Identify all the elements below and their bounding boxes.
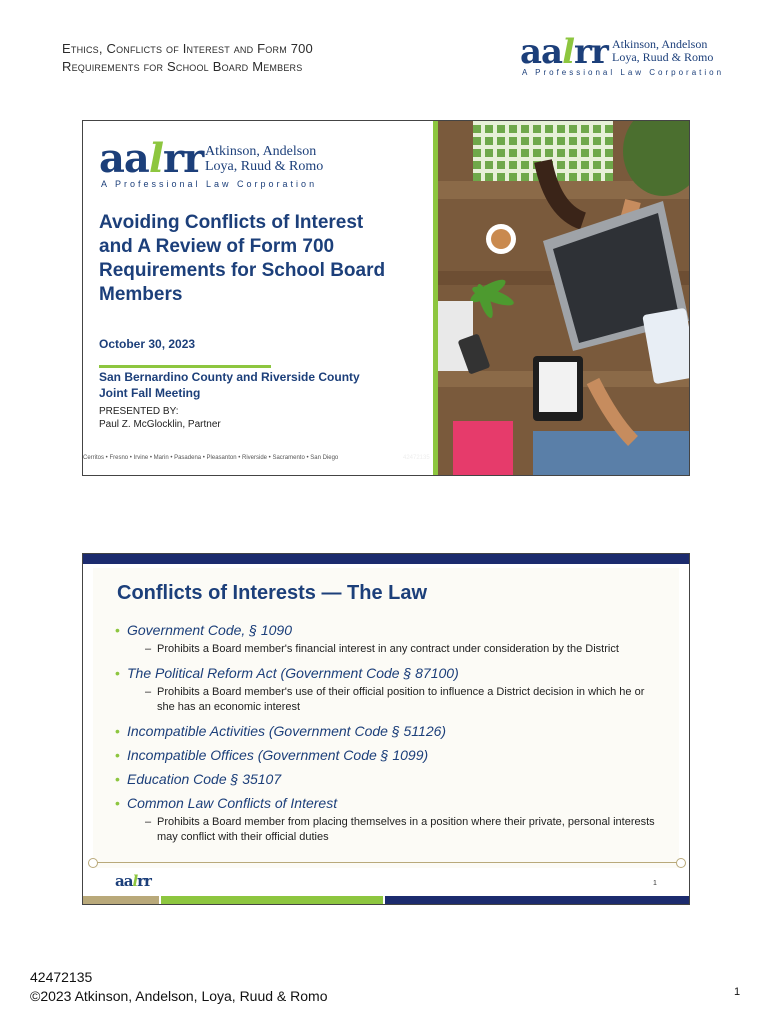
bullet-item: • Incompatible Activities (Government Code § 51126) xyxy=(115,723,675,739)
logo-firm-line2: Loya, Ruud & Romo xyxy=(612,49,714,64)
slide-page-number: 1 xyxy=(653,880,657,887)
slide-logo-aa: aa xyxy=(99,135,149,182)
slide-title: Avoiding Conflicts of Interest and A Review of Form 700 Requirements for School Board Members xyxy=(99,212,386,305)
presenter-block xyxy=(99,405,221,431)
bullet-list xyxy=(115,622,675,853)
slide-top-bar xyxy=(83,554,689,564)
logo-tagline: A Professional Law Corporation xyxy=(522,68,725,77)
meeting-line2: Joint Fall Meeting xyxy=(99,386,201,400)
slide-footer-logo xyxy=(115,872,151,890)
slide-logo-rr: rr xyxy=(163,135,204,182)
photo-divider xyxy=(433,121,438,475)
slide-logo-firm-line2: Loya, Ruud & Romo xyxy=(205,158,324,174)
slide-logo xyxy=(99,135,339,205)
sub-bullet-item: – Prohibits a Board member from placing themselves in a position where their private, personal interests may conflict with their official duties xyxy=(145,815,677,845)
law-slide xyxy=(82,553,690,905)
slide-logo-l: l xyxy=(148,135,164,182)
footer-bar-green xyxy=(161,896,383,904)
bullet-item: • Incompatible Offices (Government Code § 1099) xyxy=(115,747,675,763)
footer-logo-aa: aa xyxy=(115,872,133,890)
bullet-item: • The Political Reform Act (Government Code § 87100) xyxy=(115,665,675,681)
title-slide xyxy=(82,120,690,476)
slide-title: Conflicts of Interests — The Law xyxy=(117,582,428,604)
firm-logo xyxy=(520,30,730,84)
footer-logo-l: l xyxy=(132,872,138,890)
slide-logo-firm xyxy=(205,145,323,174)
footer-bar-tan xyxy=(83,896,159,904)
meeting-line1: San Bernardino County and Riverside County xyxy=(99,370,360,384)
page-number: 1 xyxy=(734,986,741,998)
page-footer xyxy=(30,968,328,1006)
logo-firm-line1: Atkinson, Andelson xyxy=(612,37,708,51)
rule-ornament-right xyxy=(676,858,686,868)
footer-bar-navy xyxy=(385,896,689,904)
bullet-item: • Common Law Conflicts of Interest xyxy=(115,795,675,811)
header-title-line1: Ethics, Conflicts of Interest and Form 700 xyxy=(62,41,313,56)
presenter-name: Paul Z. McGlocklin, Partner xyxy=(99,419,221,430)
rule-ornament-left xyxy=(88,858,98,868)
footer-doc-number: 42472135 xyxy=(30,969,93,985)
sub-bullet-item: – Prohibits a Board member's financial interest in any contract under consideration by the District xyxy=(145,642,647,657)
workspace-photo xyxy=(433,121,689,475)
meeting-name xyxy=(99,369,399,401)
document-header-title xyxy=(62,40,313,76)
slide-footer-bars xyxy=(83,896,689,904)
logo-mark-l: l xyxy=(562,32,574,72)
logo-mark xyxy=(520,32,608,72)
slide-accent-line xyxy=(99,365,271,368)
slide-date: October 30, 2023 xyxy=(99,337,196,351)
bullet-item: • Education Code § 35107 xyxy=(115,771,675,787)
sub-bullet-item: – Prohibits a Board member's use of their official position to influence a District decision in which he or she has an economic interest xyxy=(145,685,647,715)
bullet-item: • Government Code, § 1090 xyxy=(115,622,675,638)
presented-by-label: PRESENTED BY: xyxy=(99,406,179,417)
logo-mark-rr: rr xyxy=(573,32,608,72)
slide-logo-tagline: A Professional Law Corporation xyxy=(101,179,318,189)
office-cities: Cerritos • Fresno • Irvine • Marin • Pasadena • Pleasanton • Riverside • Sacramento • San Diego xyxy=(83,455,339,461)
header-title-line2: Requirements for School Board Members xyxy=(62,59,303,74)
footer-copyright: ©2023 Atkinson, Andelson, Loya, Ruud & Romo xyxy=(30,988,328,1004)
slide-logo-firm-line1: Atkinson, Andelson xyxy=(205,144,317,159)
footer-logo-rr: rr xyxy=(137,872,151,890)
slide-rule xyxy=(93,862,679,863)
slide-logo-mark xyxy=(99,135,203,182)
slide-doc-number: 42472135 xyxy=(403,455,430,461)
logo-mark-aa: aa xyxy=(520,32,563,72)
logo-firm-name xyxy=(612,38,713,63)
